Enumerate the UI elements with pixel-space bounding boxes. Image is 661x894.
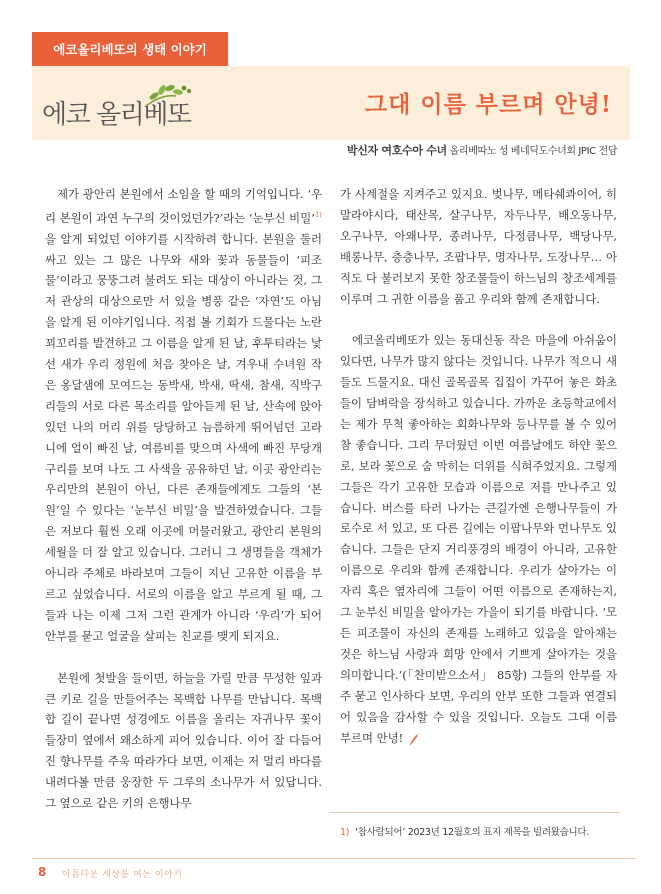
paragraph [45, 184, 322, 647]
leaf-icon [142, 82, 202, 110]
footnote-number: 1) [340, 827, 350, 838]
footnote-divider [330, 812, 620, 813]
article-column-right [340, 184, 617, 748]
article-title: 그대 이름 부르며 안녕! [364, 91, 612, 118]
paragraph: 본원에 첫발을 들이면, 하늘을 가릴 만큼 무성한 잎과 큰 키로 길을 만들어주는 목백합 나무를 만납니다. 목백합 길이 끝나면 성경에도 이름을 올리는 자귀나무 꽃이 들장미 옆에서 왜소하게 피어 있습니다. 이어 잘 다듬어진 향나무를 주욱 따라가다 보면, 이제는 저 멀리 바다를 내려다볼 만큼 웅장한 두 그루의 소나무가 서 있답니다. 그 옆으로 같은 키의 은행나무 [45, 670, 322, 811]
article-column-left [45, 184, 322, 814]
magazine-title: 아름다운 세상을 여는 이야기 [62, 870, 183, 880]
section-tab [32, 32, 228, 66]
footnote-text: ‘참사람되어’ 2023년 12월호의 표지 제목을 빌려왔습니다. [355, 827, 589, 838]
page-number: 8 [38, 865, 47, 879]
author-name: 박신자 여호수아 수녀 [346, 144, 447, 157]
paragraph-text: 제가 광안리 본원에서 소임을 할 때의 기억입니다. ‘우리 본원이 과연 누구의 것이었던가?’라는 ‘눈부신 비밀’ [45, 187, 322, 225]
footer-divider [32, 858, 636, 859]
footnote [340, 824, 589, 838]
feather-icon [407, 732, 421, 746]
paragraph-text: 에코올리베또가 있는 동대신동 작은 마을에 아쉬움이 있다면, 나무가 많지 않다는 것입니다. 나무가 적으니 새들도 드물지요. 대신 골목골목 집집이 가꾸어 놓은 화초들이 담벼락을 장식하고 있습니다. 가까운 초등학교에서는 제가 무척 좋아하는 회화나무와 등나무를 볼 수 있어 참 좋습니다. 그리 무더웠던 이번 여름날에도 하얀 꽃으로, 보라 꽃으로 숨 막히는 더위를 식혀주었지요. 그렇게 그들은 각기 고유한 모습과 이름으로 저를 만나주고 있습니다. 버스를 타러 나가는 큰길가엔 은행나무들이 가로수로 서 있고, 또 다른 길에는 이팝나무와 먼나무도 있습니다. 그들은 단지 거리풍경의 배경이 아니라, 고유한 이름으로 우리와 함께 존재합니다. 우리가 살아가는 이 자리 혹은 옆자리에 그들이 어떤 이름으로 존재하는지, 그 눈부신 비밀을 알아가는 가을이 되기를 바랍니다. ‘모든 피조물이 자신의 존재를 노래하고 있음을 알아채는 것은 하느님 사랑과 희망 안에서 기쁘게 살아가는 것을 의미합니다.’(「찬미받으소서」 85항) 그들의 안부를 자주 묻고 인사하다 보면, 우리의 안부 또한 그들과 연결되어 있음을 감사할 수 있을 것입니다. 오늘도 그대 이름 부르며 안녕! [340, 333, 617, 745]
paragraph [340, 330, 617, 748]
eco-olivetto-logo [42, 88, 202, 132]
paragraph-text: 을 알게 되었던 이야기를 시작하려 합니다. 본원을 둘러싸고 있는 그 많은 나무와 새와 꽃과 동물들이 ‘피조물’이라고 뭉뚱그려 불려도 되는 대상이 아니라는 것, 그저 관상의 대상으로만 서 있을 병풍 같은 ‘자연’도 아님을 알게 된 이야기입니다. 직접 볼 기회가 드물다는 노란 꾀꼬리를 발견하고 그 이름을 알게 된 날, 후투티라는 낯선 새가 우리 정원에 처음 찾아온 날, 겨우내 수녀원 작은 옹달샘에 모여드는 동박새, 박새, 딱새, 참새, 직박구리들의 서로 다른 목소리를 알아듣게 된 날, 산속에 앉아 있던 나의 머리 위를 당당하고 늠름하게 뛰어넘던 고라니에 얼이 빠진 날, 여름비를 맞으며 사색에 빠진 무당개구리를 보며 나도 그 사색을 공유하던 날, 이곳 광안리는 우리만의 본원이 아닌, 다른 존재들에게도 그들의 ‘본원’일 수 있다는 ‘눈부신 비밀’을 발견하였습니다. 그들은 저보다 훨씬 오래 이곳에 머물러왔고, 광안리 본원의 세월을 더 잘 알고 있습니다. 그러니 그 생명들을 객체가 아니라 주체로 바라보며 그들이 지닌 고유한 이름을 부르고 싶었습니다. 서로의 이름을 알고 부르게 될 때, 그들과 나는 이제 그저 그런 관계가 아니라 ‘우리’가 되어 안부를 묻고 얼굴을 살피는 친교를 맺게 되지요. [45, 231, 322, 643]
footnote-reference: 1) [314, 210, 322, 219]
logo-text: 에코 올리베또 [42, 100, 191, 130]
author-affiliation: 올리베따노 성 베네딕도수녀회 JPIC 전담 [449, 146, 617, 157]
byline [347, 142, 617, 158]
section-tab-label: 에코올리베또의 생태 이야기 [53, 42, 207, 57]
paragraph: 가 사계절을 지켜주고 있지요. 벚나무, 메타쉐콰이어, 히말라야시다, 태산목, 살구나무, 자두나무, 배오동나무, 오구나무, 아왜나무, 종려나무, 다정큼나무, 백당나무, 배롱나무, 층층나무, 조팝나무, 명자나무, 도장나무… 아직도 다 불러보지 못한 창조물들이 하느님의 창조세계를 이루며 그 귀한 이름을 품고 우리와 함께 존재합니다. [340, 187, 617, 306]
